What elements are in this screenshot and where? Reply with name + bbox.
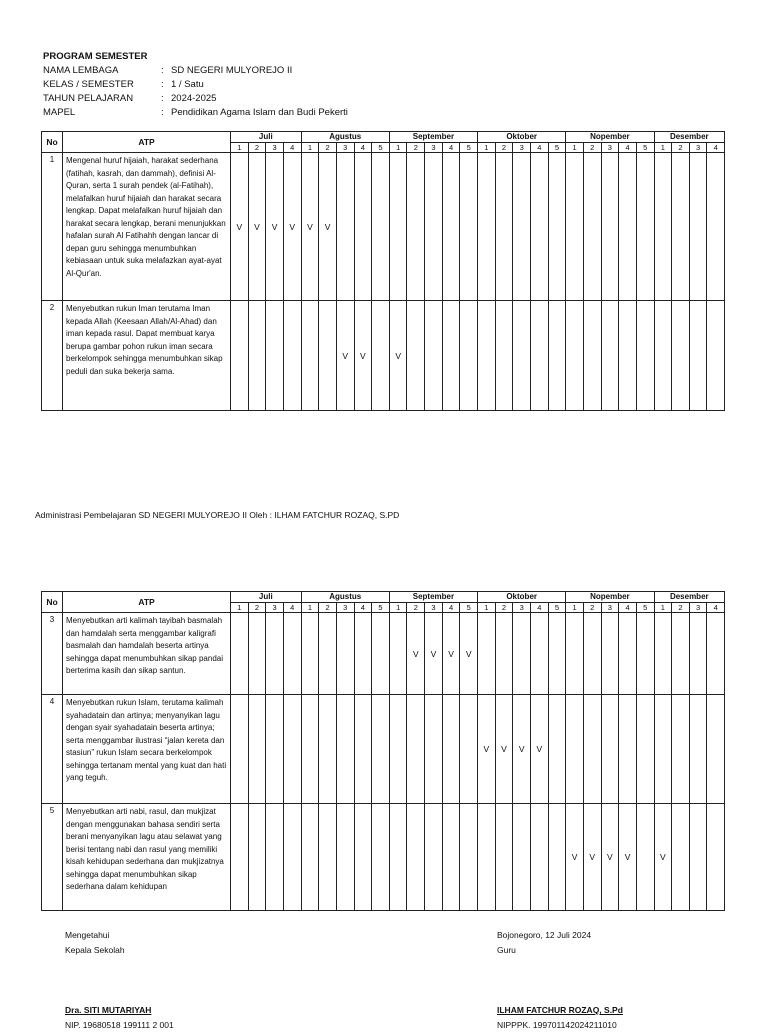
week-cell xyxy=(407,695,425,804)
meta-row xyxy=(43,106,348,120)
week-cell-marked: V xyxy=(583,804,601,911)
week-cell xyxy=(707,695,725,804)
week-cell xyxy=(301,695,319,804)
column-header-no: No xyxy=(42,592,63,613)
week-header: 4 xyxy=(530,143,548,153)
document-title: PROGRAM SEMESTER xyxy=(43,51,148,62)
week-cell xyxy=(389,804,407,911)
principal-name: Dra. SITI MUTARIYAH xyxy=(65,1005,152,1015)
week-cell-marked: V xyxy=(301,153,319,301)
week-header: 4 xyxy=(283,143,301,153)
week-cell xyxy=(301,301,319,411)
week-header: 4 xyxy=(707,143,725,153)
meta-value: SD NEGERI MULYOREJO II xyxy=(171,65,293,76)
month-header: Agustus xyxy=(301,592,389,603)
week-header: 1 xyxy=(566,143,584,153)
week-cell xyxy=(583,613,601,695)
table-row xyxy=(42,804,725,911)
week-header: 1 xyxy=(301,603,319,613)
week-cell xyxy=(231,613,249,695)
week-header: 2 xyxy=(583,603,601,613)
week-cell xyxy=(389,153,407,301)
week-header: 1 xyxy=(478,603,496,613)
meta-row xyxy=(43,92,348,106)
week-cell xyxy=(530,613,548,695)
week-header: 2 xyxy=(495,603,513,613)
signature-left-line1: Mengetahui xyxy=(65,930,110,940)
row-number: 3 xyxy=(42,613,63,695)
week-cell xyxy=(636,695,654,804)
signature-right-line2: Guru xyxy=(497,945,516,955)
week-cell xyxy=(283,613,301,695)
week-header: 1 xyxy=(654,603,672,613)
footer-note: Administrasi Pembelajaran SD NEGERI MULYOREJO II Oleh : ILHAM FATCHUR ROZAQ, S.PD xyxy=(35,510,400,520)
week-cell-marked: V xyxy=(425,613,443,695)
week-cell xyxy=(389,613,407,695)
table-row xyxy=(42,613,725,695)
week-cell xyxy=(654,613,672,695)
meta-separator: : xyxy=(161,93,164,104)
week-cell xyxy=(495,613,513,695)
month-header: Nopember xyxy=(566,132,654,143)
week-cell xyxy=(689,804,707,911)
week-cell xyxy=(248,301,266,411)
week-header: 1 xyxy=(478,143,496,153)
week-cell xyxy=(530,804,548,911)
week-cell-marked: V xyxy=(319,153,337,301)
week-header: 4 xyxy=(354,143,372,153)
week-header: 2 xyxy=(319,143,337,153)
week-header: 2 xyxy=(495,143,513,153)
week-header: 1 xyxy=(231,603,249,613)
week-cell-marked: V xyxy=(566,804,584,911)
week-cell xyxy=(566,613,584,695)
month-header: September xyxy=(389,592,477,603)
week-header: 4 xyxy=(619,143,637,153)
week-header: 3 xyxy=(336,143,354,153)
week-cell xyxy=(354,804,372,911)
meta-list xyxy=(43,64,348,120)
week-cell-marked: V xyxy=(460,613,478,695)
column-header-atp: ATP xyxy=(63,592,231,613)
week-cell xyxy=(513,153,531,301)
month-header: Nopember xyxy=(566,592,654,603)
week-cell xyxy=(231,804,249,911)
week-header: 4 xyxy=(619,603,637,613)
week-cell-marked: V xyxy=(336,301,354,411)
week-header: 5 xyxy=(548,603,566,613)
week-cell xyxy=(425,695,443,804)
week-header: 5 xyxy=(460,143,478,153)
week-header: 3 xyxy=(266,603,284,613)
week-cell xyxy=(654,695,672,804)
week-cell xyxy=(407,804,425,911)
week-header: 5 xyxy=(460,603,478,613)
week-cell xyxy=(619,301,637,411)
week-cell xyxy=(336,153,354,301)
week-header: 5 xyxy=(636,603,654,613)
meta-label: NAMA LEMBAGA xyxy=(43,65,119,76)
week-cell xyxy=(336,613,354,695)
week-header: 4 xyxy=(530,603,548,613)
week-cell xyxy=(707,613,725,695)
week-cell-marked: V xyxy=(283,153,301,301)
week-header: 2 xyxy=(407,143,425,153)
week-cell xyxy=(442,804,460,911)
week-header: 5 xyxy=(548,143,566,153)
week-cell-marked: V xyxy=(478,695,496,804)
week-cell xyxy=(425,153,443,301)
week-cell xyxy=(478,804,496,911)
week-header: 3 xyxy=(689,603,707,613)
week-header: 4 xyxy=(442,143,460,153)
week-cell xyxy=(513,804,531,911)
row-number: 2 xyxy=(42,301,63,411)
week-cell-marked: V xyxy=(407,613,425,695)
signature-right-line1: Bojonegoro, 12 Juli 2024 xyxy=(497,930,592,940)
week-cell xyxy=(583,695,601,804)
atp-description: Menyebutkan rukun Iman terutama Iman kepada Allah (Keesaan Allah/Al-Ahad) dan iman kepada rasul. Dapat membuat karya berupa gambar pohon rukun iman secara berkelompok sehingga menumbuhkan sikap peduli dan suka bekerja sama. xyxy=(63,301,231,411)
week-header: 3 xyxy=(601,143,619,153)
week-cell xyxy=(354,153,372,301)
week-header: 2 xyxy=(248,143,266,153)
week-cell xyxy=(442,301,460,411)
week-cell xyxy=(495,153,513,301)
row-number: 4 xyxy=(42,695,63,804)
week-header: 3 xyxy=(689,143,707,153)
week-cell-marked: V xyxy=(495,695,513,804)
meta-separator: : xyxy=(161,65,164,76)
week-cell-marked: V xyxy=(442,613,460,695)
week-cell xyxy=(354,695,372,804)
week-cell xyxy=(283,301,301,411)
week-cell xyxy=(372,695,390,804)
week-cell xyxy=(672,153,690,301)
signature-teacher xyxy=(497,928,623,1033)
week-cell xyxy=(478,301,496,411)
week-cell xyxy=(707,301,725,411)
week-cell xyxy=(548,695,566,804)
week-cell xyxy=(583,301,601,411)
week-header: 2 xyxy=(248,603,266,613)
week-header: 5 xyxy=(372,603,390,613)
atp-description: Menyebutkan rukun Islam, terutama kalimah syahadatain dan artinya; menyanyikan lagu dengan syair syahadatain beserta artinya; serta menggambar ilustrasi “jalan kereta dan stasiun” rukun Islam secara berkelompok sehingga tertanam mental yang kuat dan hati yang teguh. xyxy=(63,695,231,804)
table-row xyxy=(42,153,725,301)
week-header: 3 xyxy=(425,603,443,613)
week-cell xyxy=(283,695,301,804)
document-header xyxy=(43,50,348,120)
week-cell xyxy=(672,301,690,411)
meta-value: 1 / Satu xyxy=(171,79,204,90)
week-header: 4 xyxy=(707,603,725,613)
week-header: 3 xyxy=(601,603,619,613)
week-cell xyxy=(460,301,478,411)
table-row xyxy=(42,301,725,411)
week-header: 2 xyxy=(672,143,690,153)
atp-description: Menyebutkan arti nabi, rasul, dan mukjizat dengan menggunakan bahasa sendiri serta berani menyanyikan lagu atau selawat yang berisi tentang nabi dan rasul yang memiliki kisah kehidupan sederhana dan mukjizatnya sehingga dapat menumbuhkan sikap sederhana dalam kehidupan xyxy=(63,804,231,911)
week-cell xyxy=(319,613,337,695)
meta-label: TAHUN PELAJARAN xyxy=(43,93,134,104)
week-header: 5 xyxy=(372,143,390,153)
week-cell xyxy=(319,804,337,911)
week-cell xyxy=(689,153,707,301)
week-cell xyxy=(372,301,390,411)
week-cell xyxy=(672,804,690,911)
meta-row xyxy=(43,78,348,92)
week-cell xyxy=(601,695,619,804)
week-cell xyxy=(601,301,619,411)
week-cell xyxy=(707,804,725,911)
week-header: 1 xyxy=(389,603,407,613)
meta-value: Pendidikan Agama Islam dan Budi Pekerti xyxy=(171,107,348,118)
month-header: Agustus xyxy=(301,132,389,143)
month-header: September xyxy=(389,132,477,143)
week-cell xyxy=(530,153,548,301)
week-cell xyxy=(442,153,460,301)
week-header: 4 xyxy=(283,603,301,613)
meta-label: MAPEL xyxy=(43,107,76,118)
week-cell xyxy=(425,301,443,411)
week-cell xyxy=(248,613,266,695)
week-header: 1 xyxy=(301,143,319,153)
week-cell xyxy=(283,804,301,911)
meta-value: 2024-2025 xyxy=(171,93,217,104)
week-header: 3 xyxy=(336,603,354,613)
row-number: 1 xyxy=(42,153,63,301)
week-cell xyxy=(601,153,619,301)
week-cell xyxy=(689,301,707,411)
principal-id: NIP. 19680518 199111 2 001 xyxy=(65,1020,174,1030)
week-cell xyxy=(566,153,584,301)
week-cell xyxy=(495,804,513,911)
week-cell xyxy=(301,613,319,695)
week-cell xyxy=(672,613,690,695)
week-cell xyxy=(460,804,478,911)
week-cell xyxy=(636,804,654,911)
meta-row xyxy=(43,64,348,78)
week-header: 3 xyxy=(513,143,531,153)
meta-label: KELAS / SEMESTER xyxy=(43,79,134,90)
schedule-table-1 xyxy=(41,131,725,411)
week-cell-marked: V xyxy=(654,804,672,911)
column-header-atp: ATP xyxy=(63,132,231,153)
week-cell-marked: V xyxy=(354,301,372,411)
atp-description: Mengenal huruf hijaiah, harakat sederhana (fatihah, kasrah, dan dammah), definisi Al-Quran, serta 1 surah pendek (al-Fatihah), melafalkan huruf hijaiah dan harakat secara lengkap. Dapat melafalkan huruf hijaiah dan harakat secara lengkap, berani menunjukkan hafalan surah Al Fatihahh dengan lancar di depan guru sehingga menumbuhkan kebiasaan untuk suka melafazkan ayat-ayat Al-Qur'an. xyxy=(63,153,231,301)
meta-separator: : xyxy=(161,107,164,118)
week-header: 3 xyxy=(513,603,531,613)
week-cell xyxy=(672,695,690,804)
week-header: 2 xyxy=(583,143,601,153)
week-cell xyxy=(566,695,584,804)
week-header: 4 xyxy=(442,603,460,613)
week-cell xyxy=(248,695,266,804)
week-cell xyxy=(530,301,548,411)
week-cell xyxy=(372,804,390,911)
week-cell xyxy=(478,153,496,301)
week-cell xyxy=(478,613,496,695)
week-header: 3 xyxy=(425,143,443,153)
week-cell xyxy=(689,695,707,804)
week-header: 2 xyxy=(672,603,690,613)
week-header: 3 xyxy=(266,143,284,153)
week-cell xyxy=(266,301,284,411)
month-header: Juli xyxy=(231,592,302,603)
week-cell-marked: V xyxy=(389,301,407,411)
atp-description: Menyebutkan arti kalimah tayibah basmalah dan hamdalah serta menggambar kaligrafi basmalah dan hamdalah beserta artinya sehingga dapat menumbuhkan sikap pandai berterima kasih dan sikap santun. xyxy=(63,613,231,695)
week-cell xyxy=(354,613,372,695)
week-cell xyxy=(231,695,249,804)
week-cell xyxy=(266,695,284,804)
week-cell xyxy=(566,301,584,411)
week-cell-marked: V xyxy=(530,695,548,804)
week-cell xyxy=(654,301,672,411)
week-cell-marked: V xyxy=(601,804,619,911)
week-cell xyxy=(548,301,566,411)
week-cell-marked: V xyxy=(231,153,249,301)
week-cell xyxy=(319,695,337,804)
teacher-name: ILHAM FATCHUR ROZAQ, S.Pd xyxy=(497,1005,623,1015)
signature-left-line2: Kepala Sekolah xyxy=(65,945,125,955)
week-cell xyxy=(266,804,284,911)
week-cell xyxy=(407,153,425,301)
month-header: Desember xyxy=(654,592,725,603)
week-cell xyxy=(513,613,531,695)
week-cell xyxy=(583,153,601,301)
teacher-id: NIPPPK. 199701142024211010 xyxy=(497,1020,617,1030)
week-header: 1 xyxy=(389,143,407,153)
week-cell xyxy=(266,613,284,695)
week-cell xyxy=(425,804,443,911)
week-cell xyxy=(636,301,654,411)
week-cell xyxy=(513,301,531,411)
month-header: Juli xyxy=(231,132,302,143)
month-header: Desember xyxy=(654,132,725,143)
week-cell xyxy=(336,804,354,911)
week-cell xyxy=(636,153,654,301)
week-cell xyxy=(495,301,513,411)
week-cell xyxy=(619,695,637,804)
week-cell xyxy=(689,613,707,695)
schedule-table-2 xyxy=(41,591,725,911)
week-cell xyxy=(336,695,354,804)
week-cell xyxy=(619,153,637,301)
week-cell xyxy=(636,613,654,695)
week-cell xyxy=(301,804,319,911)
week-cell xyxy=(654,153,672,301)
signature-principal xyxy=(65,928,174,1033)
row-number: 5 xyxy=(42,804,63,911)
week-header: 2 xyxy=(319,603,337,613)
week-cell-marked: V xyxy=(619,804,637,911)
week-cell-marked: V xyxy=(513,695,531,804)
week-header: 1 xyxy=(566,603,584,613)
week-cell xyxy=(372,153,390,301)
week-cell-marked: V xyxy=(248,153,266,301)
week-cell xyxy=(619,613,637,695)
week-cell xyxy=(372,613,390,695)
week-cell xyxy=(601,613,619,695)
week-cell-marked: V xyxy=(266,153,284,301)
week-cell xyxy=(548,613,566,695)
week-header: 1 xyxy=(654,143,672,153)
week-header: 1 xyxy=(231,143,249,153)
week-cell xyxy=(707,153,725,301)
week-header: 4 xyxy=(354,603,372,613)
table-row xyxy=(42,695,725,804)
week-cell xyxy=(319,301,337,411)
week-cell xyxy=(460,695,478,804)
month-header: Oktober xyxy=(478,132,566,143)
week-cell xyxy=(407,301,425,411)
week-cell xyxy=(389,695,407,804)
column-header-no: No xyxy=(42,132,63,153)
week-cell xyxy=(460,153,478,301)
week-header: 2 xyxy=(407,603,425,613)
week-cell xyxy=(548,804,566,911)
week-cell xyxy=(548,153,566,301)
week-cell xyxy=(231,301,249,411)
meta-separator: : xyxy=(161,79,164,90)
month-header: Oktober xyxy=(478,592,566,603)
week-header: 5 xyxy=(636,143,654,153)
week-cell xyxy=(248,804,266,911)
week-cell xyxy=(442,695,460,804)
